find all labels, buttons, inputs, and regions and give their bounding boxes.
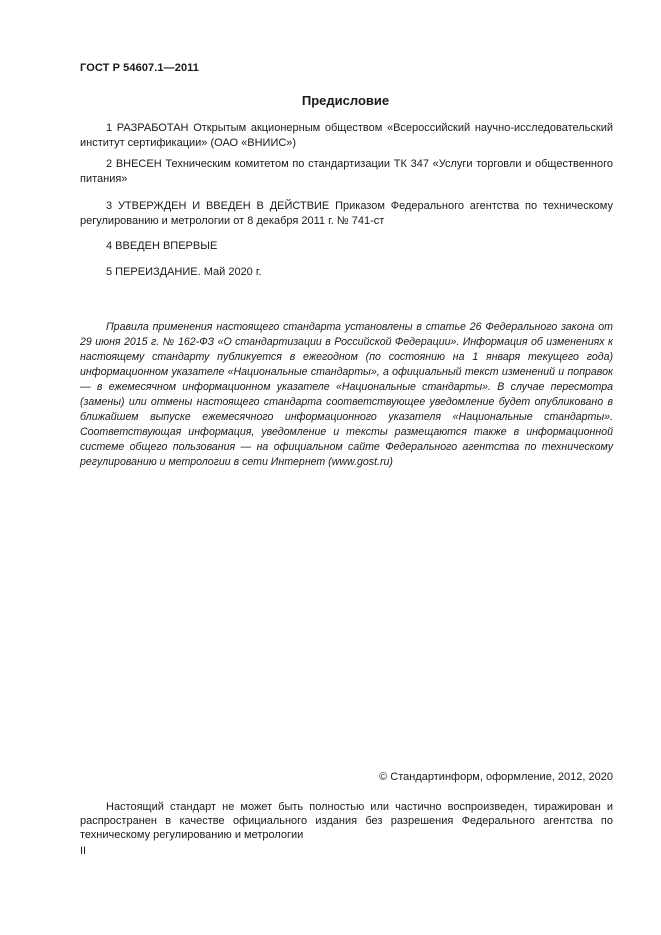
foreword-item-4: 4 ВВЕДЕН ВПЕРВЫЕ [106, 240, 218, 252]
reproduction-rights-notice: Настоящий стандарт не может быть полностью или частично воспроизведен, тиражирован и распространен в качестве официального издания без разрешения Федерального агентства по техническому регулированию и метрологии [80, 801, 613, 841]
foreword-item-2: 2 ВНЕСЕН Техническим комитетом по стандартизации ТК 347 «Услуги торговли и общественного питания» [80, 158, 613, 185]
foreword-title: Предисловие [301, 93, 390, 108]
copyright-line: © Стандартинформ, оформление, 2012, 2020 [379, 771, 613, 783]
foreword-item-1: 1 РАЗРАБОТАН Открытым акционерным обществом «Всероссийский научно-исследовательский институт сертификации» (ОАО «ВНИИС») [80, 122, 613, 149]
foreword-item-3: 3 УТВЕРЖДЕН И ВВЕДЕН В ДЕЙСТВИЕ Приказом Федерального агентства по техническому регулированию и метрологии от 8 декабря 2011 г. № 741-ст [80, 200, 613, 227]
document-code: ГОСТ Р 54607.1—2011 [80, 62, 200, 74]
standard-usage-notice: Правила применения настоящего стандарта установлены в статье 26 Федерального закона от 29 июня 2015 г. № 162-ФЗ «О стандартизации в Российской Федерации». Информация об изменениях к настоящему стандарту публикуется в ежегодном (по состоянию на 1 января текущего года) информационном указателе «Национальные стандарты», а официальный текст изменений и поправок — в ежемесячном информационном указателе «Национальные стандарты». В случае пересмотра (замены) или отмены настоящего стандарта соответствующее уведомление будет опубликовано в ближайшем выпуске ежемесячного информационного указателя «Национальные стандарты». Соответствующая информация, уведомление и тексты размещаются также в информационной системе общего пользования — на официальном сайте Федерального агентства по техническому регулированию и метрологии в сети Интернет (www.gost.ru) [80, 321, 613, 468]
page-number: II [80, 845, 87, 857]
foreword-item-5: 5 ПЕРЕИЗДАНИЕ. Май 2020 г. [106, 266, 262, 278]
